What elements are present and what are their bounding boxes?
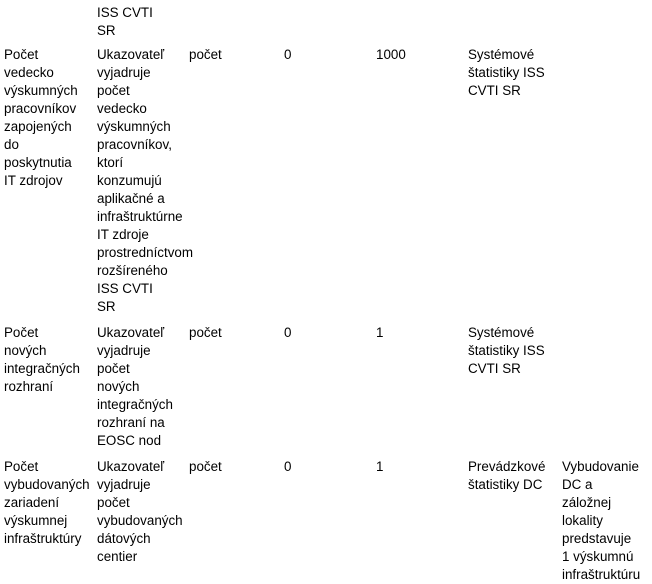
- indicator-unit: počet: [189, 325, 222, 340]
- previous-row-fragment: ISS CVTI SR: [97, 5, 153, 38]
- indicator-description: Ukazovateľ vyjadruje počet nových integračných rozhraní na EOSC nod: [97, 325, 173, 448]
- indicator-description: Ukazovateľ vyjadruje počet vybudovaných dátových centier: [97, 459, 183, 564]
- indicator-name: Počet vybudovaných zariadení výskumnej infraštruktúry: [4, 459, 90, 546]
- indicator-target: 1: [376, 459, 384, 474]
- indicator-target: 1000: [376, 47, 406, 62]
- indicator-baseline: 0: [284, 47, 292, 62]
- indicator-description: Ukazovateľ vyjadruje počet vedecko výskumných pracovníkov, ktorí konzumujú aplikačné a infraštruktúrne IT zdroje prostredníctvom rozšíreného ISS CVTI SR: [97, 47, 194, 314]
- indicator-source: Systémové štatistiky ISS CVTI SR: [468, 47, 545, 98]
- indicator-unit: počet: [189, 47, 222, 62]
- indicator-name: Počet nových integračných rozhraní: [4, 325, 80, 394]
- indicator-note: Vybudovanie DC a záložnej lokality predstavuje 1 výskumnú infraštruktúru: [562, 459, 641, 582]
- indicator-name: Počet vedecko výskumných pracovníkov zapojených do poskytnutia IT zdrojov: [4, 47, 78, 188]
- indicator-baseline: 0: [284, 459, 292, 474]
- indicator-source: Prevádzkové štatistiky DC: [468, 459, 546, 492]
- indicator-baseline: 0: [284, 325, 292, 340]
- indicator-source: Systémové štatistiky ISS CVTI SR: [468, 325, 545, 376]
- indicator-unit: počet: [189, 459, 222, 474]
- indicator-target: 1: [376, 325, 384, 340]
